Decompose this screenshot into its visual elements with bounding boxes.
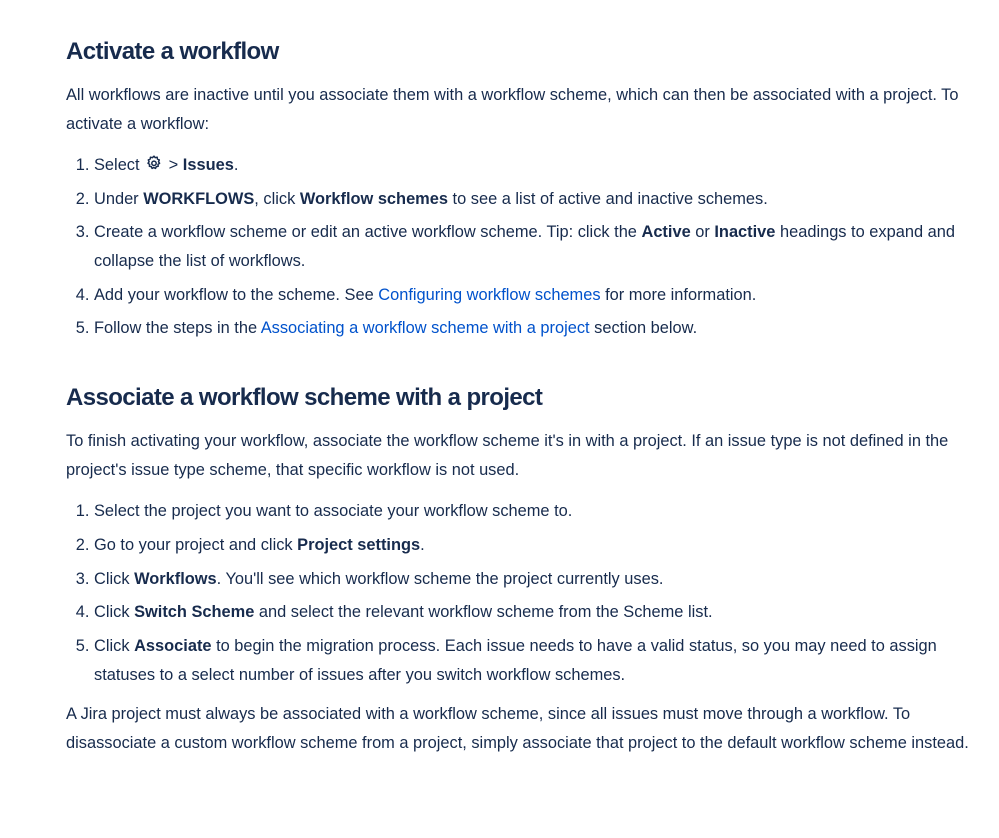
list-item: 2. Go to your project and click Project settings. <box>94 531 969 560</box>
list-item: 4. Click Switch Scheme and select the relevant workflow scheme from the Scheme list. <box>94 598 969 627</box>
list-item: 2. Under WORKFLOWS, click Workflow schemes to see a list of active and inactive schemes. <box>94 185 969 214</box>
section-outro: A Jira project must always be associated with a workflow scheme, since all issues must move through a workflow. To disassociate a custom workflow scheme from a project, simply associate that project to the default workflow scheme instead. <box>66 704 969 752</box>
list-item: 3. Create a workflow scheme or edit an active workflow scheme. Tip: click the Active or Inactive headings to expand and collapse the list of workflows. <box>94 218 969 276</box>
section-heading-associate: Associate a workflow scheme with a project <box>66 384 543 412</box>
list-item: 5. Click Associate to begin the migration process. Each issue needs to have a valid status, so you may need to assign statuses to a select number of issues after you switch workflow schemes. <box>94 632 969 690</box>
section-heading-activate: Activate a workflow <box>66 38 279 65</box>
list-item: 1. Select the project you want to associate your workflow scheme to. <box>94 497 969 526</box>
configuring-workflow-schemes-link[interactable]: Configuring workflow schemes <box>378 285 601 304</box>
gear-icon <box>146 155 162 171</box>
steps-list-associate <box>66 497 969 689</box>
list-item: 4. Add your workflow to the scheme. See Configuring workflow schemes for more information. <box>94 281 969 310</box>
list-item: 3. Click Workflows. You'll see which workflow scheme the project currently uses. <box>94 565 969 594</box>
section-intro: To finish activating your workflow, associate the workflow scheme it's in with a project. If an issue type is not defined in the project's issue type scheme, that specific workflow is not used. <box>66 432 949 480</box>
associating-workflow-scheme-link[interactable]: Associating a workflow scheme with a project <box>260 319 590 338</box>
list-item: 5. Follow the steps in the Associating a workflow scheme with a project section below. <box>94 314 969 343</box>
section-intro: All workflows are inactive until you associate them with a workflow scheme, which can then be associated with a project. To activate a workflow: <box>66 86 959 133</box>
list-item: 1. Select > Issues. <box>94 151 969 180</box>
steps-list-activate <box>66 151 969 343</box>
